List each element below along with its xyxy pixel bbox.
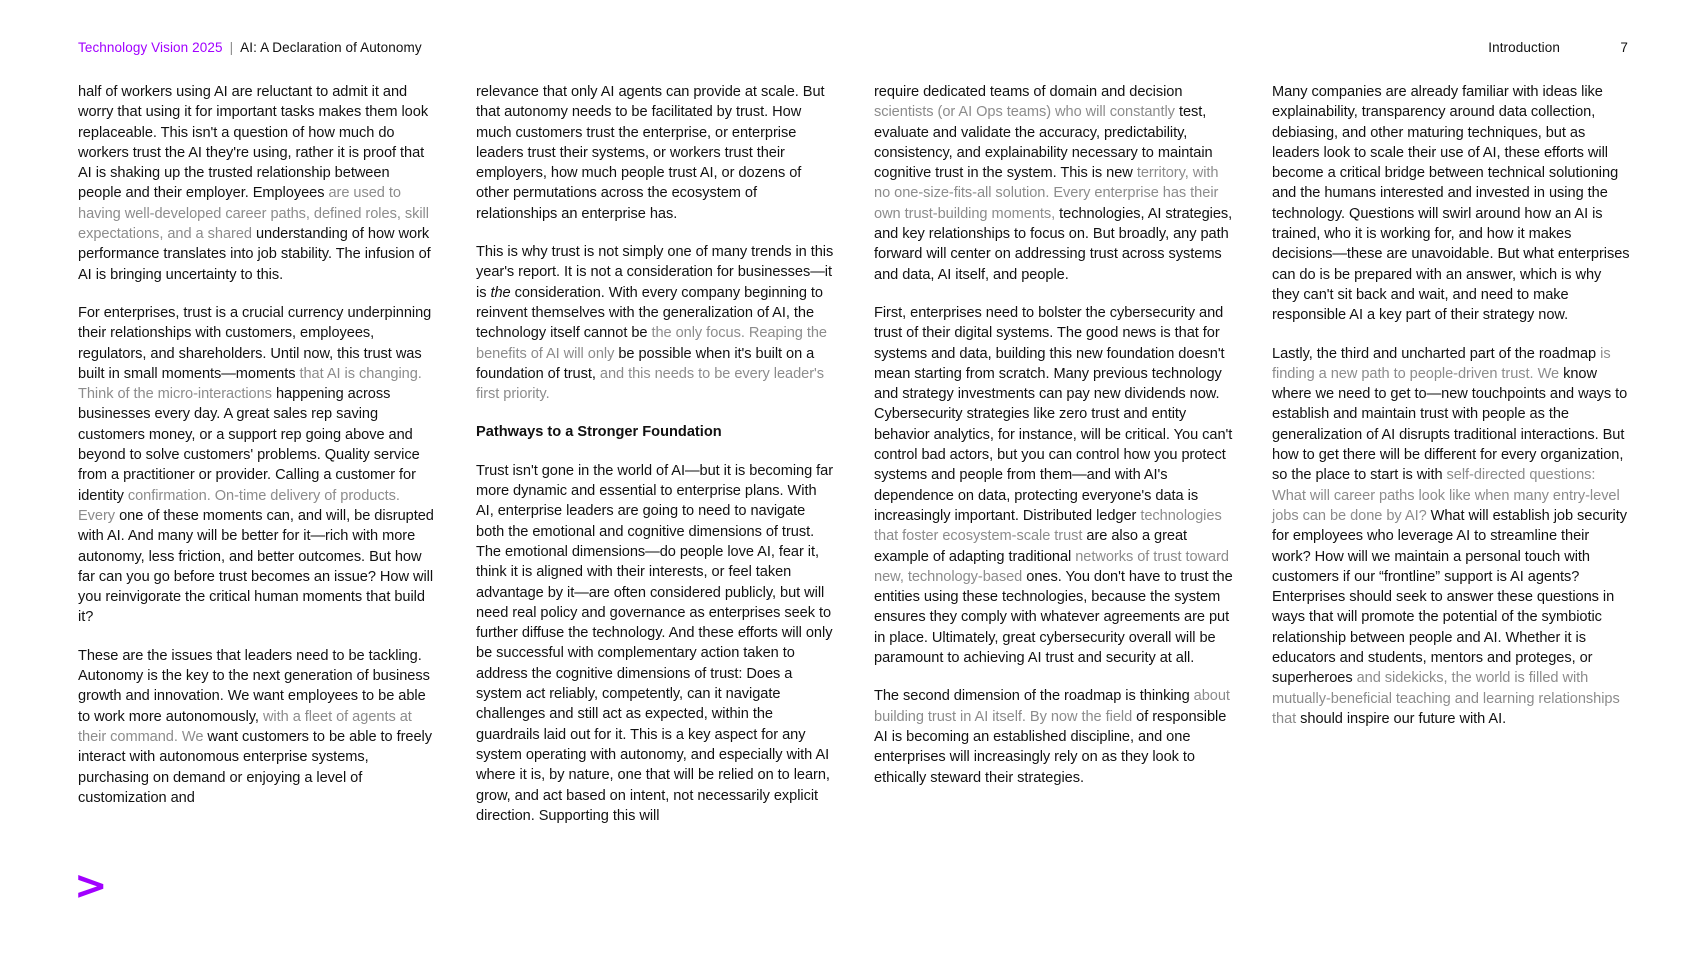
body-paragraph [476,461,835,826]
page-header [78,40,1628,62]
text-run: understanding of how work performance translates into job stability. The infusion of AI is bringing uncertainty to this. [78,226,431,283]
report-subtitle: AI: A Declaration of Autonomy [240,40,422,55]
body-paragraph [78,82,437,285]
brand-chevron-icon: > [74,863,108,909]
text-run: half of workers using AI are reluctant to admit it and worry that using it for important tasks makes them look replaceable. This isn't a question of how much do workers trust the AI they're using, rather it is proof that AI is shaking up the trusted relationship between people and their employer. Employees [78,84,429,202]
header-separator: | [229,40,234,55]
text-run: of responsible AI is becoming an established discipline, and one enterprises will increasingly rely on as they look to ethically steward their strategies. [874,708,1227,786]
body-paragraph [1272,344,1631,730]
text-run-muted: technologies that foster ecosystem-scale trust [874,507,1222,545]
page-number: 7 [1620,40,1628,55]
report-title: Technology Vision 2025 [78,40,223,55]
text-run-muted: and sidekicks, the world is filled with mutually-beneficial teaching and learning relationships that [1272,670,1620,727]
text-run: First, enterprises need to bolster the cybersecurity and trust of their digital systems. The good news is that for systems and data, building this new foundation doesn't mean starting from scratch. Many previous technology and strategy investments can pay new dividends now. Cybersecurity strategies like zero trust and entity behavior analytics, for instance, will be critical. You can't control bad actors, but you can control how you protect systems and people from them—and with AI's dependence on data, protecting everyone's data is increasingly important. Distributed ledger [874,304,1233,524]
body-paragraph [874,82,1233,285]
text-run: require dedicated teams of domain and decision [874,84,1183,100]
text-run: These are the issues that leaders need to be tackling. Autonomy is the key to the next generation of business growth and innovation. We want employees to be able to work more autonomously, [78,647,430,725]
text-run-muted: and this needs to be every leader's first priority. [476,365,825,403]
text-run: one of these moments can, and will, be disrupted with AI. And many will be better for it—rich with more autonomy, less friction, and better outcomes. But how far can you go before trust becomes an issue? How will you reinvigorate the critical human moments that build it? [78,507,434,626]
text-run: ones. You don't have to trust the entities using these technologies, because the system ensures they comply with whatever agreements are put in place. Ultimately, great cybersecurity overall will be paramount to achieving AI trust and security at all. [874,568,1233,667]
text-run-muted: that AI is changing. Think of the micro-interactions [78,365,422,403]
text-run: should inspire our future with AI. [1300,710,1507,727]
text-run: relevance that only AI agents can provide at scale. But that autonomy needs to be facilitated by trust. How much customers trust the enterprise, or enterprise leaders trust their systems, or workers trust their employers, how much people trust AI, or dozens of other permutations across the ecosystem of relationships an enterprise has. [476,84,825,222]
text-run: consideration. With every company beginning to reinvent themselves with the generalization of AI, the technology itself cannot be [476,284,823,342]
text-run-muted: is finding a new path to people-driven trust. We [1272,345,1611,382]
text-run: For enterprises, trust is a crucial currency underpinning their relationships with customers, employees, regulators, and shareholders. Until now, this trust was built in small moments—moments [78,304,432,382]
text-run-muted: are used to having well-developed career paths, defined roles, skill expectations, and a shared [78,185,429,243]
column-2 [476,82,835,826]
text-run: the [490,284,511,301]
text-run: Trust isn't gone in the world of AI—but it is becoming far more dynamic and essential to enterprise plans. With AI, enterprise leaders are going to need to navigate both the emotional and cognitive dimensions of trust. The emotional dimensions—do people love AI, fear it, think it is aligned with their interests, or feel taken advantage by it—are often considered publicly, but will need real policy and governance as enterprises seek to further diffuse the technology. And these efforts will only be successful with complementary action taken to address the cognitive dimensions of trust: Does a system act reliably, competently, can it navigate challenges and still act as expected, within the guardrails laid out for it. This is a key aspect for any system operating with autonomy, and especially with AI where it is, by nature, one that will be relied on to learn, grow, and act based on intent, not necessarily explicit direction. Supporting this will [476,462,834,824]
text-run: This is why trust is not simply one of many trends in this year's report. It is not a consideration for businesses—it is [476,244,834,301]
text-run-muted: about building trust in AI itself. By now the field [874,688,1230,725]
text-columns [78,82,1630,826]
text-run-muted: the only focus. Reaping the benefits of AI will only [476,325,827,362]
text-run: know where we need to get to—new touchpoints and ways to establish and maintain trust with people as the generalization of AI disrupts traditional interactions. But how to get there will be different for every organization, so the place to start is with [1272,365,1628,484]
column-1 [78,82,437,826]
text-run-muted: self-directed questions: What will career paths look like when many entry-level jobs can be done by AI? [1272,467,1620,524]
text-run: Many companies are already familiar with ideas like explainability, transparency around data collection, debiasing, and other maturing techniques, but as leaders look to scale their use of AI, these efforts will become a critical bridge between technical solutioning and the humans interested and invested in using the technology. Questions will swirl around how an AI is trained, who it is working for, and how it makes decisions—these are unavoidable. But what enterprises can do is be prepared with an answer, which is why they can't sit back and wait, and need to make responsible AI a key part of their strategy now. [1272,84,1630,324]
body-paragraph [78,303,437,628]
text-run-muted: confirmation. On-time delivery of products. Every [78,487,400,524]
text-run: are also a great example of adapting traditional [874,528,1188,565]
text-run: What will establish job security for employees who leverage AI to streamline their work? How will we maintain a personal touch with customers if our “frontline” support is AI agents? Enterprises should seek to answer these questions in ways that will promote the potential of the symbiotic relationship between people and AI. Whether it is educators and students, mentors and proteges, or superheroes [1272,507,1627,687]
text-run: Lastly, the third and uncharted part of the roadmap [1272,345,1601,362]
column-4 [1272,82,1631,826]
section-subheading: Pathways to a Stronger Foundation [476,424,722,441]
body-paragraph [874,686,1233,787]
text-run-muted: networks of trust toward new, technology-based [874,548,1229,585]
text-run: be possible when it's built on a foundation of trust, [476,345,815,382]
body-paragraph [874,303,1233,668]
text-run-muted: territory, with no one-size-fits-all solution. Every enterprise has their own trust-building moments, [874,165,1219,222]
text-run: The second dimension of the roadmap is thinking [874,688,1194,705]
text-run: happening across businesses every day. A great sales rep saving customers money, or a support rep going above and beyond to solve customers' problems. Quality service from a practitioner or provider. Calling a customer for identity [78,386,420,504]
column-3 [874,82,1233,826]
text-run-muted: scientists (or AI Ops teams) who will constantly [874,104,1179,121]
body-paragraph [476,242,835,404]
header-left-group [78,40,422,55]
body-paragraph [476,82,835,224]
header-right-group [1488,40,1628,55]
section-label: Introduction [1488,40,1560,55]
body-paragraph [78,646,437,808]
text-run: test, evaluate and validate the accuracy, predictability, consistency, and explainability necessary to maintain cognitive trust in the system. This is new [874,104,1213,182]
text-run: technologies, AI strategies, and key relationships to focus on. But broadly, any path forward will center on addressing trust across systems and data, AI itself, and people. [874,205,1233,283]
text-run: want customers to be able to freely interact with autonomous enterprise systems, purchasing on demand or enjoying a level of customization and [78,728,432,806]
body-paragraph [1272,82,1631,326]
text-run-muted: with a fleet of agents at their command. We [78,708,412,745]
